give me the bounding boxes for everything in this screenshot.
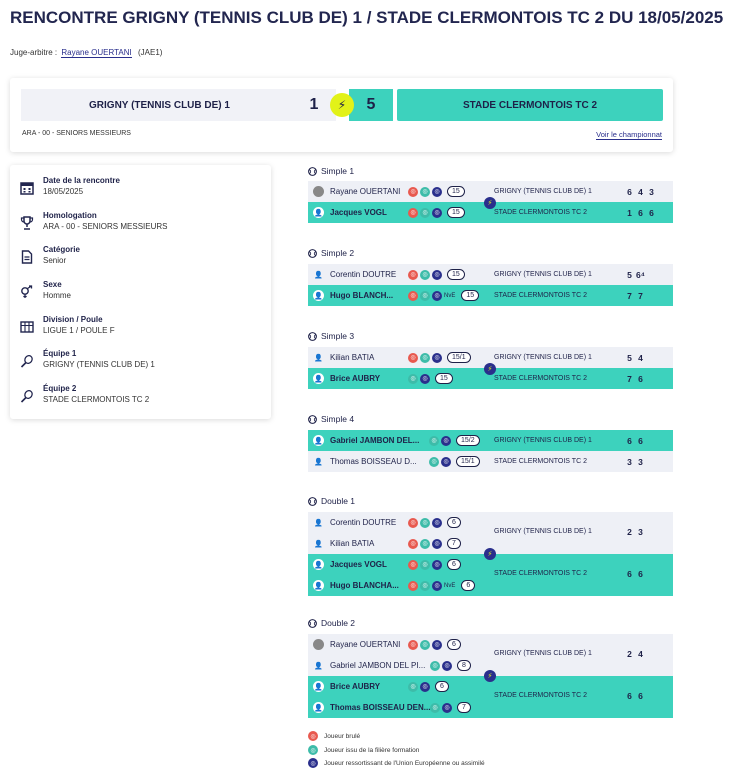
avatar: 👤 xyxy=(313,207,324,218)
info-value: STADE CLERMONTOIS TC 2 xyxy=(43,395,150,404)
burned-icon: ◎ xyxy=(408,291,418,301)
nve-label: NvE xyxy=(444,582,456,589)
team-name: GRIGNY (TENNIS CLUB DE) 1 xyxy=(494,528,592,535)
tennis-ball-icon xyxy=(308,497,317,506)
set-score: 5 xyxy=(627,352,632,363)
player-badges xyxy=(430,660,471,671)
eu-icon: ◎ xyxy=(432,581,442,591)
player-badges xyxy=(430,702,471,713)
player-rank: 8 xyxy=(457,660,471,671)
formation-icon: ◎ xyxy=(420,208,430,218)
avatar: 👤 xyxy=(314,662,323,670)
match-title xyxy=(308,496,355,506)
racket-icon xyxy=(20,354,34,368)
info-label: Homologation xyxy=(43,211,97,220)
set-score: 1 xyxy=(627,207,632,218)
match-card-simple-4[interactable] xyxy=(308,430,673,472)
formation-icon: ◎ xyxy=(408,374,418,384)
player-rank: 15 xyxy=(447,186,465,197)
formation-icon: ◎ xyxy=(420,560,430,570)
set-score: 3 xyxy=(627,456,632,467)
bolt-icon: ⚡ xyxy=(484,363,496,375)
player-badges xyxy=(408,559,461,570)
set-scores xyxy=(624,436,646,446)
team-name: GRIGNY (TENNIS CLUB DE) 1 xyxy=(494,437,592,444)
set-score: 7 xyxy=(627,373,632,384)
legend-burned xyxy=(308,731,360,741)
info-value: LIGUE 1 / POULE F xyxy=(43,326,115,335)
player-row xyxy=(308,634,673,655)
team-name: GRIGNY (TENNIS CLUB DE) 1 xyxy=(494,188,592,195)
player-name[interactable]: Gabriel JAMBON DEL PI... xyxy=(330,661,426,670)
burned-icon: ◎ xyxy=(408,353,418,363)
burned-icon: ◎ xyxy=(408,640,418,650)
bolt-icon: ⚡ xyxy=(330,93,354,117)
player-badges xyxy=(408,517,461,528)
match-title-label: Simple 3 xyxy=(321,331,355,341)
player-badges xyxy=(408,538,461,549)
set-scores xyxy=(624,457,646,467)
player-rank: 6 xyxy=(447,639,461,650)
bolt-icon: ⚡ xyxy=(484,670,496,682)
player-badges xyxy=(429,456,480,467)
info-homologation xyxy=(20,210,167,233)
set-score: 7 xyxy=(627,290,632,301)
formation-icon: ◎ xyxy=(420,539,430,549)
avatar: 👤 xyxy=(313,373,324,384)
match-card-simple-2[interactable] xyxy=(308,264,673,306)
eu-icon: ◎ xyxy=(308,758,318,768)
team-name: STADE CLERMONTOIS TC 2 xyxy=(494,570,587,577)
info-value: GRIGNY (TENNIS CLUB DE) 1 xyxy=(43,360,155,369)
info-division xyxy=(20,314,115,337)
match-card-double-2[interactable] xyxy=(308,634,673,718)
set-score: 5 xyxy=(627,269,632,280)
player-name[interactable]: Thomas BOISSEAU D... xyxy=(330,457,417,466)
info-label: Équipe 2 xyxy=(43,384,77,393)
match-title-label: Simple 1 xyxy=(321,166,355,176)
avatar: 👤 xyxy=(314,354,323,362)
eu-icon: ◎ xyxy=(432,539,442,549)
legend-text: Joueur brulé xyxy=(324,732,361,740)
player-badges xyxy=(408,290,479,301)
player-row xyxy=(308,285,673,306)
eu-icon: ◎ xyxy=(432,270,442,280)
team-name: STADE CLERMONTOIS TC 2 xyxy=(494,209,587,216)
avatar: 👤 xyxy=(314,540,323,548)
match-title xyxy=(308,618,355,628)
legend-text: Joueur ressortissant de l'Union Européenne ou assimilé xyxy=(324,759,485,767)
tennis-ball-icon xyxy=(308,332,317,341)
team-b-pair xyxy=(308,676,673,718)
player-rank: 15 xyxy=(435,373,453,384)
bolt-icon: ⚡ xyxy=(484,548,496,560)
set-scores xyxy=(624,374,646,384)
set-score: 7 xyxy=(638,290,643,301)
match-title xyxy=(308,414,354,424)
formation-icon: ◎ xyxy=(420,353,430,363)
set-score: 6 xyxy=(638,373,643,384)
team-name: STADE CLERMONTOIS TC 2 xyxy=(494,692,587,699)
set-scores xyxy=(624,187,657,197)
match-card-simple-1[interactable] xyxy=(308,181,673,223)
tennis-ball-icon xyxy=(308,415,317,424)
info-label: Date de la rencontre xyxy=(43,176,120,185)
player-name[interactable]: Hugo BLANCHA... xyxy=(330,581,399,590)
set-score: 6 xyxy=(638,569,643,579)
player-row xyxy=(308,264,673,285)
legend-eu xyxy=(308,758,485,768)
formation-icon: ◎ xyxy=(308,745,318,755)
eu-icon: ◎ xyxy=(432,291,442,301)
player-badges xyxy=(408,352,471,363)
grid-icon xyxy=(20,320,34,334)
avatar xyxy=(313,186,324,197)
formation-icon: ◎ xyxy=(420,581,430,591)
player-badges xyxy=(408,681,449,692)
player-name[interactable]: Kilian BATIA xyxy=(330,353,375,362)
info-value: 18/05/2025 xyxy=(43,187,84,196)
formation-icon: ◎ xyxy=(408,682,418,692)
team-name: GRIGNY (TENNIS CLUB DE) 1 xyxy=(494,354,592,361)
player-badges xyxy=(429,435,480,446)
eu-icon: ◎ xyxy=(441,436,451,446)
avatar: 👤 xyxy=(313,435,324,446)
team-name: GRIGNY (TENNIS CLUB DE) 1 xyxy=(494,271,592,278)
player-badges xyxy=(408,269,465,280)
burned-icon: ◎ xyxy=(408,518,418,528)
player-name[interactable]: Rayane OUERTANI xyxy=(330,640,401,649)
formation-icon: ◎ xyxy=(430,703,440,713)
set-scores xyxy=(624,527,646,537)
set-score: 6 xyxy=(638,207,643,218)
player-badges xyxy=(408,373,453,384)
set-score: 6 xyxy=(627,435,632,446)
formation-icon: ◎ xyxy=(429,457,439,467)
info-label: Équipe 1 xyxy=(43,349,77,358)
formation-icon: ◎ xyxy=(420,640,430,650)
avatar: 👤 xyxy=(313,681,324,692)
scoreboard-card xyxy=(10,78,673,152)
info-date xyxy=(20,175,120,198)
player-rank: 15/1 xyxy=(456,456,480,467)
player-rank: 6 xyxy=(461,580,475,591)
view-championship-link[interactable]: Voir le championnat xyxy=(596,130,662,139)
team-a-name[interactable]: GRIGNY (TENNIS CLUB DE) 1 xyxy=(21,89,298,121)
set-score: 6 xyxy=(649,207,654,218)
info-category xyxy=(20,244,80,267)
document-icon xyxy=(20,250,34,264)
avatar: 👤 xyxy=(314,271,323,279)
eu-icon: ◎ xyxy=(441,457,451,467)
team-name: STADE CLERMONTOIS TC 2 xyxy=(494,292,587,299)
page-title: RENCONTRE GRIGNY (TENNIS CLUB DE) 1 / STADE CLERMONTOIS TC 2 DU 18/05/2025 xyxy=(10,8,724,27)
set-score: 2 xyxy=(627,527,632,537)
referee-label: Juge-arbitre : xyxy=(10,48,58,57)
formation-icon: ◎ xyxy=(420,187,430,197)
player-rank: 15 xyxy=(461,290,479,301)
eu-icon: ◎ xyxy=(432,640,442,650)
match-card-double-1[interactable] xyxy=(308,512,673,596)
player-rank: 15/1 xyxy=(447,352,471,363)
match-title xyxy=(308,331,354,341)
eu-icon: ◎ xyxy=(432,518,442,528)
player-name[interactable]: Rayane OUERTANI xyxy=(330,187,401,196)
player-badges xyxy=(408,580,475,591)
set-scores xyxy=(624,270,646,280)
match-title-label: Simple 2 xyxy=(321,248,355,258)
eu-icon: ◎ xyxy=(420,374,430,384)
info-sex xyxy=(20,279,71,302)
player-badges xyxy=(408,207,465,218)
match-title-label: Double 2 xyxy=(321,618,356,628)
avatar: 👤 xyxy=(314,458,323,466)
formation-icon: ◎ xyxy=(420,270,430,280)
set-score: 6⁴ xyxy=(636,269,645,280)
info-label: Division / Poule xyxy=(43,315,103,324)
player-row xyxy=(308,575,673,596)
team-a-score: 1 xyxy=(292,89,336,121)
referee-name-link[interactable]: Rayane OUERTANI xyxy=(61,48,132,57)
team-b-pair xyxy=(308,554,673,596)
eu-icon: ◎ xyxy=(432,187,442,197)
burned-icon: ◎ xyxy=(408,581,418,591)
team-name: STADE CLERMONTOIS TC 2 xyxy=(494,458,587,465)
formation-icon: ◎ xyxy=(430,661,440,671)
match-title xyxy=(308,166,354,176)
player-name[interactable]: Hugo BLANCH... xyxy=(330,291,394,300)
bolt-icon: ⚡ xyxy=(484,197,496,209)
formation-icon: ◎ xyxy=(420,518,430,528)
tennis-ball-icon xyxy=(308,619,317,628)
player-badges xyxy=(408,186,465,197)
match-info-card xyxy=(10,165,271,419)
info-label: Catégorie xyxy=(43,245,80,254)
player-rank: 6 xyxy=(447,559,461,570)
player-name[interactable]: Brice AUBRY xyxy=(330,374,381,383)
eu-icon: ◎ xyxy=(420,682,430,692)
calendar-icon xyxy=(20,181,34,195)
set-scores xyxy=(624,691,646,701)
set-score: 3 xyxy=(649,186,654,197)
player-rank: 7 xyxy=(447,538,461,549)
set-score: 4 xyxy=(638,352,643,363)
match-title xyxy=(308,248,354,258)
eu-icon: ◎ xyxy=(432,353,442,363)
info-team-2 xyxy=(20,383,149,406)
avatar: 👤 xyxy=(313,702,324,713)
burned-icon: ◎ xyxy=(408,560,418,570)
tennis-ball-icon xyxy=(308,167,317,176)
player-rank: 6 xyxy=(447,517,461,528)
match-title-label: Double 1 xyxy=(321,496,356,506)
player-row xyxy=(308,697,673,718)
team-b-score: 5 xyxy=(349,89,393,121)
set-score: 4 xyxy=(638,186,643,197)
player-name[interactable]: Jacques VOGL xyxy=(330,560,387,569)
player-rank: 6 xyxy=(435,681,449,692)
set-score: 2 xyxy=(627,649,632,659)
tennis-ball-icon xyxy=(308,249,317,258)
player-name[interactable]: Kilian BATIA xyxy=(330,539,375,548)
set-scores xyxy=(624,291,646,301)
set-score: 3 xyxy=(638,456,643,467)
racket-icon xyxy=(20,389,34,403)
player-name[interactable]: Corentin DOUTRE xyxy=(330,518,397,527)
formation-icon: ◎ xyxy=(429,436,439,446)
player-rank: 15 xyxy=(447,269,465,280)
eu-icon: ◎ xyxy=(442,661,452,671)
set-score: 6 xyxy=(627,691,632,701)
player-name[interactable]: Jacques VOGL xyxy=(330,208,387,217)
eu-icon: ◎ xyxy=(432,208,442,218)
legend-text: Joueur issu de la filière formation xyxy=(324,746,420,754)
player-badges xyxy=(408,639,461,650)
team-b-name[interactable]: STADE CLERMONTOIS TC 2 xyxy=(397,89,663,121)
legend-formation xyxy=(308,745,419,755)
set-score: 6 xyxy=(627,186,632,197)
player-name[interactable]: Gabriel JAMBON DEL... xyxy=(330,436,420,445)
referee-line xyxy=(10,48,162,57)
set-score: 4 xyxy=(638,649,643,659)
player-row xyxy=(308,512,673,533)
eu-icon: ◎ xyxy=(442,703,452,713)
eu-icon: ◎ xyxy=(432,560,442,570)
set-scores xyxy=(624,649,646,659)
avatar: 👤 xyxy=(313,580,324,591)
set-score: 3 xyxy=(638,527,643,537)
nve-label: NvE xyxy=(444,292,456,299)
set-scores xyxy=(624,353,646,363)
player-name[interactable]: Brice AUBRY xyxy=(330,682,381,691)
player-rank: 7 xyxy=(457,702,471,713)
set-score: 6 xyxy=(638,691,643,701)
set-score: 6 xyxy=(638,435,643,446)
formation-icon: ◎ xyxy=(420,291,430,301)
info-label: Sexe xyxy=(43,280,62,289)
burned-icon: ◎ xyxy=(408,270,418,280)
burned-icon: ◎ xyxy=(408,208,418,218)
avatar: 👤 xyxy=(314,519,323,527)
team-name: STADE CLERMONTOIS TC 2 xyxy=(494,375,587,382)
avatar: 👤 xyxy=(313,559,324,570)
info-value: ARA - 00 - SENIORS MESSIEURS xyxy=(43,222,168,231)
set-scores xyxy=(624,569,646,579)
burned-icon: ◎ xyxy=(308,731,318,741)
player-rank: 15 xyxy=(447,207,465,218)
info-value: Senior xyxy=(43,256,67,265)
info-team-1 xyxy=(20,348,155,371)
set-score: 6 xyxy=(627,569,632,579)
burned-icon: ◎ xyxy=(408,539,418,549)
player-rank: 15/2 xyxy=(456,435,480,446)
set-scores xyxy=(624,208,657,218)
player-name[interactable]: Corentin DOUTRE xyxy=(330,270,397,279)
player-row xyxy=(308,430,673,451)
team-name: GRIGNY (TENNIS CLUB DE) 1 xyxy=(494,650,592,657)
burned-icon: ◎ xyxy=(408,187,418,197)
avatar xyxy=(313,639,324,650)
match-title-label: Simple 4 xyxy=(321,414,355,424)
league-label: ARA - 00 - SENIORS MESSIEURS xyxy=(22,130,131,137)
player-name[interactable]: Thomas BOISSEAU DEN... xyxy=(330,703,431,712)
avatar: 👤 xyxy=(313,290,324,301)
gender-icon xyxy=(20,285,34,299)
match-card-simple-3[interactable] xyxy=(308,347,673,389)
player-row xyxy=(308,451,673,472)
referee-code: (JAE1) xyxy=(138,48,163,57)
info-value: Homme xyxy=(43,291,72,300)
trophy-icon xyxy=(20,216,34,230)
